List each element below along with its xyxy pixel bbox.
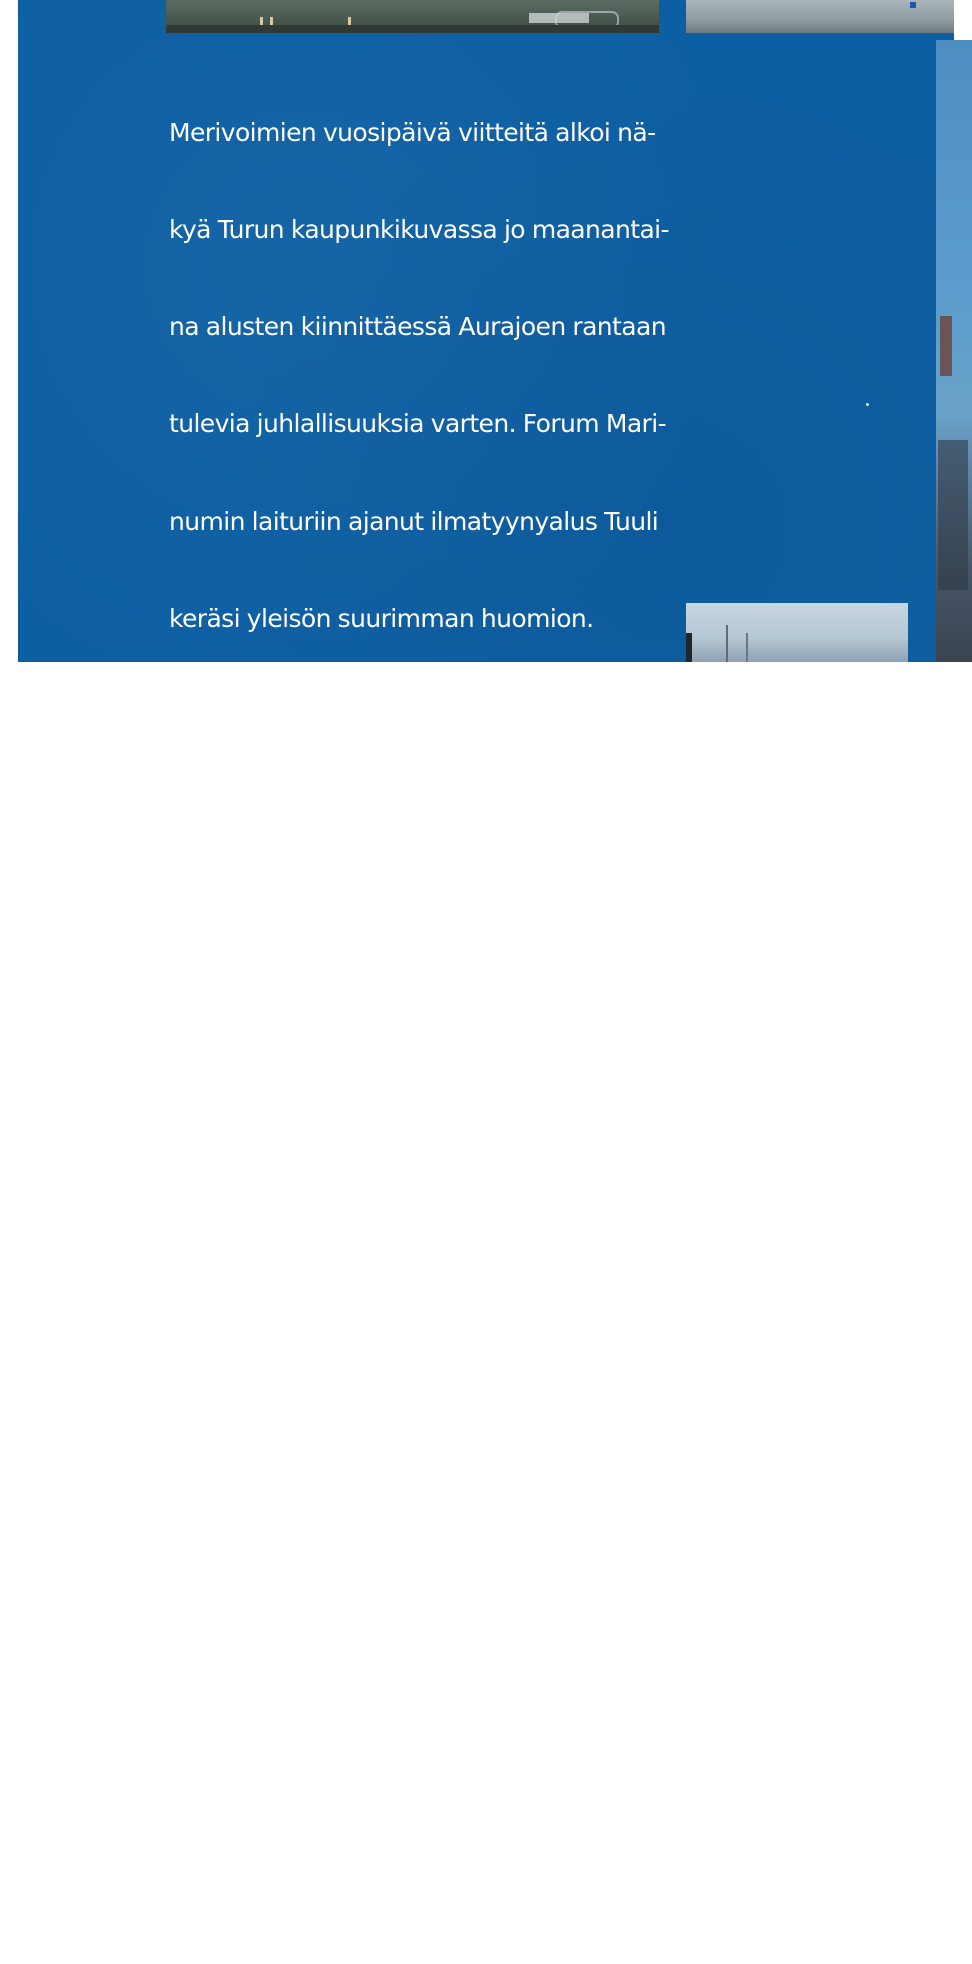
article-line: komentaja tarkasti joukot. Päivä jatkui xyxy=(169,895,622,925)
photo-ground xyxy=(166,25,659,33)
article-line: ly, Laivaston soittokunnan laiturikonsertit xyxy=(169,1673,661,1703)
article-line: vässä sankan yleisön. Juhlapäivän tilai- xyxy=(169,1478,633,1508)
article-line: Illan päättivät Merivoimien komentajan xyxy=(169,1867,636,1897)
photo-light-speck xyxy=(866,403,869,406)
article-body xyxy=(169,52,689,1964)
article-line: tulevia juhlallisuuksia varten. Forum Mari- xyxy=(169,409,667,439)
article-line: kyä Turun kaupunkikuvassa jo maanantai- xyxy=(169,215,669,245)
article-line: numin laituriin ajanut ilmatyynyalus Tuuli xyxy=(169,506,659,536)
article-line: sekä luonnollisesti Sotilaskoti. xyxy=(169,1770,524,1800)
article-line: keräsi yleisön suurimman huomion. xyxy=(169,603,594,633)
photo-mast xyxy=(726,625,728,662)
article-line: tähartaudella. Tämän jälkeen Merivoimien xyxy=(169,798,670,828)
article-line: ta alusvanhusta – tyfoonitervehdyksellä. xyxy=(169,1284,651,1314)
article-line: seppeleenlaskulla Naantalin ristille. xyxy=(169,992,590,1022)
article-line: na alusten kiinnittäessä Aurajoen rantaan xyxy=(169,312,666,342)
photo-sailing-ship xyxy=(686,603,908,662)
photo-harbor-top xyxy=(686,0,954,33)
article-line: Merivoimien vuosipäivä viitteitä alkoi nä- xyxy=(169,117,656,147)
article-line: vän aluksi Suomen Joutsenta – satavuotias- xyxy=(169,1187,686,1217)
article-line: Merivoimien alukset kunnioittivat iltapäi- xyxy=(169,1089,654,1119)
article-line: Juhlapäivä aloitettiin lipunnostolla ja kent- xyxy=(169,701,667,731)
photo-ship-hull xyxy=(938,440,968,590)
article-line: suuksiin kuuluivat myös Merivoimat näytte- xyxy=(169,1575,689,1605)
photo-blue-object xyxy=(910,2,916,8)
photo-ship-detail xyxy=(940,316,952,376)
photo-mast xyxy=(746,633,748,662)
photo-ship-side xyxy=(936,40,972,662)
article-line: Avoimet ovet keräsivät kauniissa kesäpäi- xyxy=(169,1381,667,1411)
photo-crowd-at-quay xyxy=(166,0,659,33)
